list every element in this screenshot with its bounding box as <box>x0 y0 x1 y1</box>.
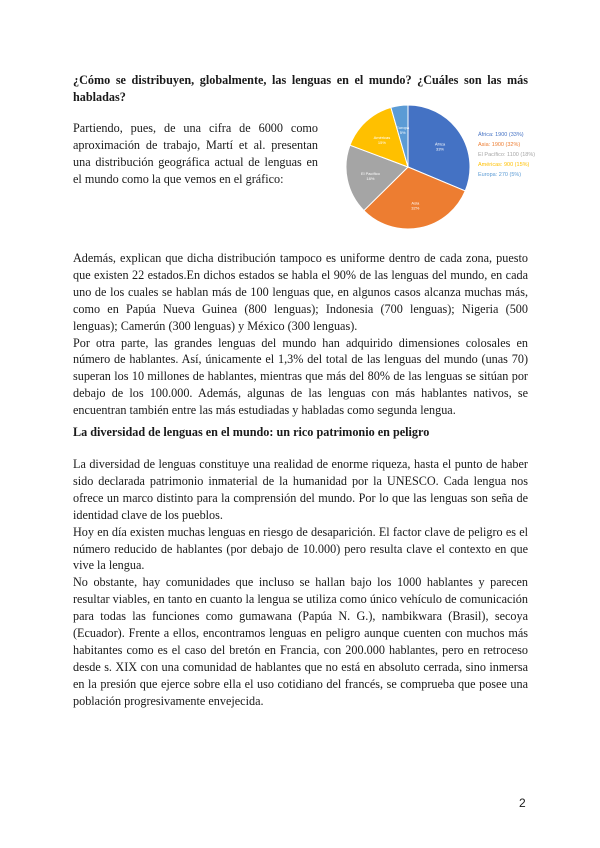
legend-entry-europe: Europa: 270 (5%) <box>478 172 522 178</box>
paragraph: Hoy en día existen muchas lenguas en riesgo de desaparición. El factor clave de peligro es el número reducido de hablantes (por debajo de 10.000) pero resulta clave el contexto en que vive la lengua. <box>73 524 528 573</box>
legend-entry-africa: África: 1900 (33%) <box>478 132 524 138</box>
body-section-1 <box>73 250 528 419</box>
pie-slice-label-4-1: 5% <box>399 129 406 135</box>
languages-pie-chart <box>342 100 536 234</box>
paragraph: Por otra parte, las grandes lenguas del mundo han adquirido dimensiones colosales en número de hablantes. Así, únicamente el 1,3% del total de las lenguas del mundo (unas 70) superan los 10 millones de hablantes, mientras que más del 80% de las lenguas se sitúan por debajo de los 100.000. Además, algunas de las lenguas con más hablantes nativos, se encuentran también entre las más estudiadas y habladas como segunda lengua. <box>73 335 528 418</box>
paragraph: No obstante, hay comunidades que incluso se hallan bajo los 1000 hablantes y parecen resultar viables, en tanto en cuanto la lengua se utiliza como único vehículo de comunicación para todas las funciones como gumawana (Papúa N. G.), nambikwara (Brasil), secoya (Ecuador). Frente a ellos, encontramos lenguas en peligro aunque cuenten con muchos más habitantes como es el caso del bretón en Francia, con 200.000 hablantes, pero en retroceso desde s. XIX con una comunidad de hablantes que no está en absoluto cerrada, sino inmersa en la presión que ejerce sobre ella el uso cotidiano del francés, se comprueba que posee una población progresivamente envejecida. <box>73 575 528 708</box>
pie-slice-label-0-1: 33% <box>435 146 445 152</box>
body-section-2 <box>73 456 528 710</box>
section-heading-distribution: ¿Cómo se distribuyen, globalmente, las lenguas en el mundo? ¿Cuáles son las más habladas? <box>73 73 528 104</box>
paragraph: La diversidad de lenguas constituye una realidad de enorme riqueza, hasta el punto de haber sido declarada patrimonio inmaterial de la humanidad por la UNESCO. Cada lengua nos ofrece un marco distinto para la comprensión del mundo. Por lo que las lenguas son seña de identidad clave de los pueblos. <box>73 457 528 522</box>
legend-entry-pacific: El Pacífico: 1100 (18%) <box>478 152 536 158</box>
pie-slice-label-3-0: Américas <box>373 134 391 140</box>
pie-slice-label-2-1: 18% <box>366 175 375 181</box>
pie-slice-label-2-0: El Pacífico <box>360 170 380 176</box>
pie-slice-label-3-1: 15% <box>377 139 386 145</box>
page-number: 2 <box>519 796 526 810</box>
legend-entry-americas: Américas: 900 (15%) <box>478 162 530 168</box>
intro-paragraph: Partiendo, pues, de una cifra de 6000 como aproximación de trabajo, Martí et al. presentan una distribución geográfica actual de lenguas en el mundo como la que vemos en el gráfico: <box>73 121 318 186</box>
pie-slice-label-0-0: África <box>434 141 446 147</box>
paragraph: Además, explican que dicha distribución tampoco es uniforme dentro de cada zona, puesto que existen 22 estados.En dichos estados se habla el 90% de las lenguas del mundo, en cada uno de los cuales se hablan más de 100 lenguas que, en algunos casos alcanza muchas más, como en Papúa Nueva Guinea (800 lenguas); Indonesia (700 lenguas); Nigeria (500 lenguas); Camerún (300 lenguas) y México (300 lenguas). <box>73 251 528 333</box>
section-heading-diversity: La diversidad de lenguas en el mundo: un rico patrimonio en peligro <box>73 425 430 439</box>
pie-legend <box>478 130 558 180</box>
legend-entry-asia: Asia: 1900 (32%) <box>478 142 521 148</box>
pie-slice-label-1-1: 32% <box>411 205 420 211</box>
pie-slice-label-4-0: Europa <box>396 124 410 130</box>
pie-slice-label-1-0: Asia <box>411 200 420 206</box>
